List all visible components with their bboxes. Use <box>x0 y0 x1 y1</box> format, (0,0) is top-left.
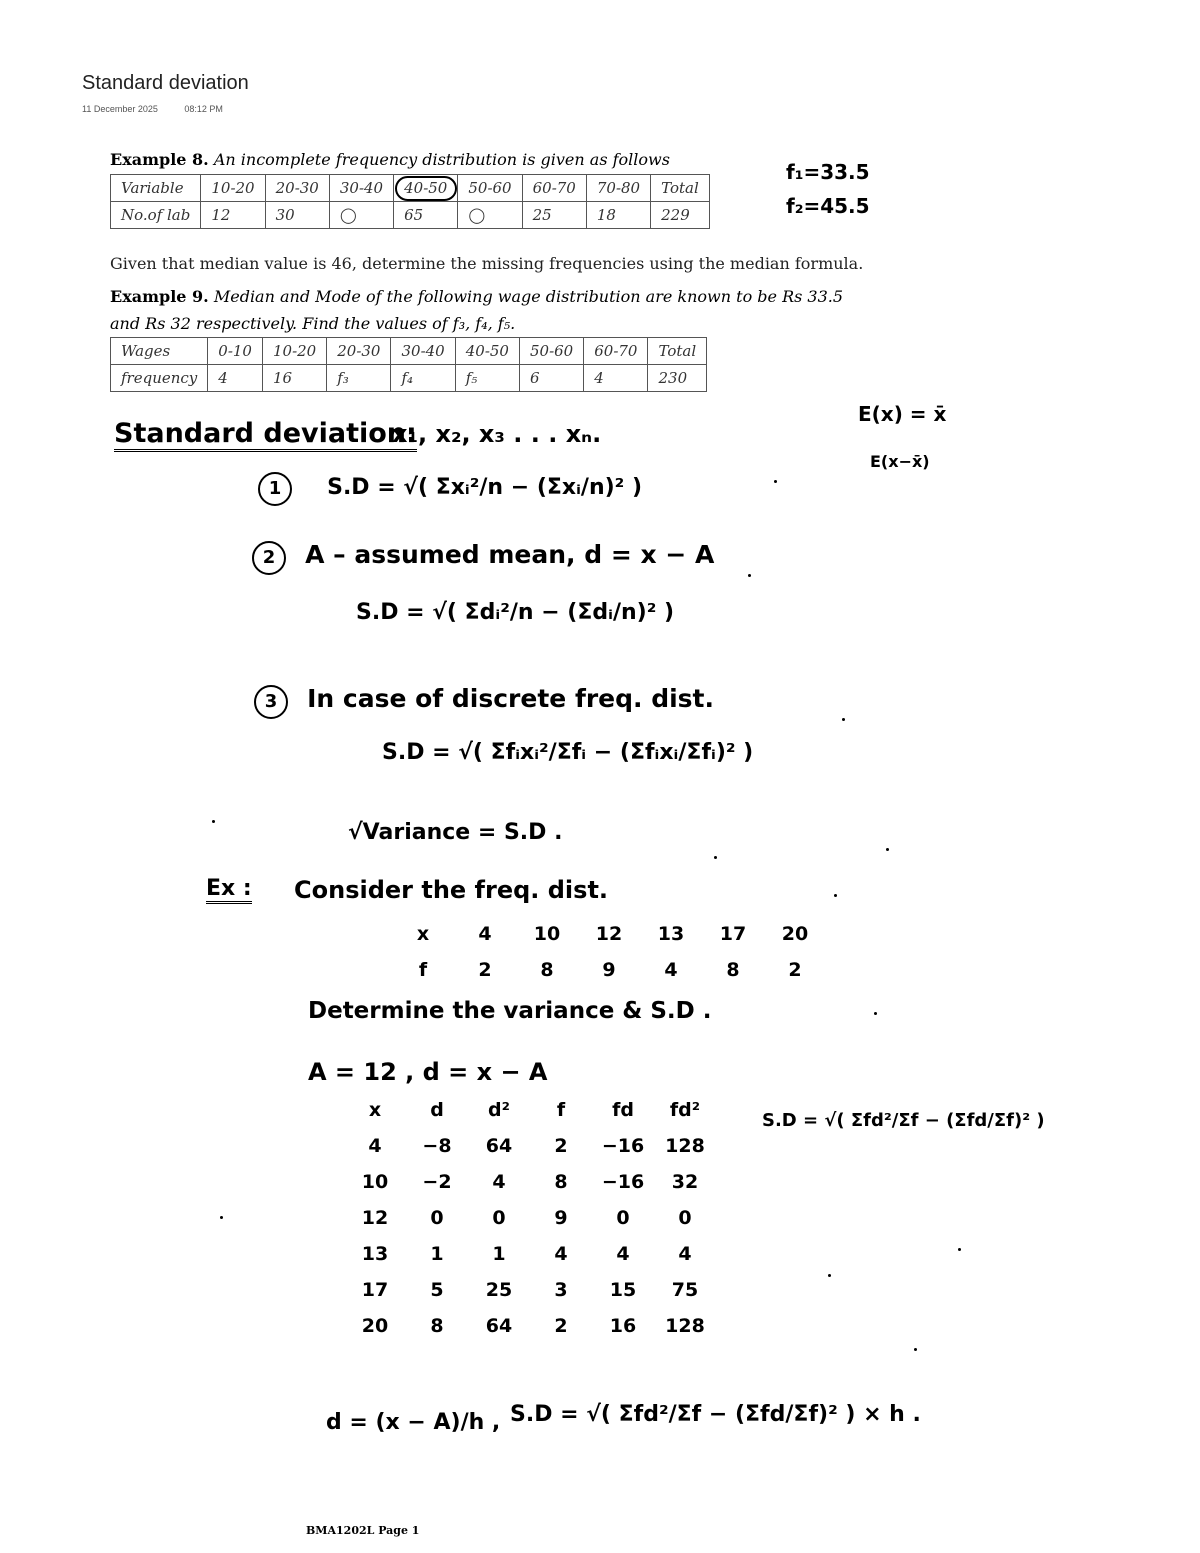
table-cell: 8 <box>430 1315 444 1337</box>
ex-calc-table <box>344 1092 716 1344</box>
table-cell: 12 <box>201 202 265 229</box>
example8-given: Given that median value is 46, determine the missing frequencies using the median formula. <box>110 254 864 273</box>
note-expectation-minus: E(x−x̄) <box>870 452 930 471</box>
table-cell: 4 <box>616 1243 630 1265</box>
side-formula: S.D = √( Σfd²/Σf − (Σfd/Σf)² ) <box>762 1110 1045 1131</box>
table-cell: ◯ <box>458 202 522 229</box>
pen-dot <box>874 1012 877 1015</box>
table-cell: Total <box>648 338 707 365</box>
table-cell: 1 <box>492 1243 506 1265</box>
table-cell: 4 <box>492 1171 506 1193</box>
example9-text-line2-wrap <box>110 314 515 333</box>
table-cell: 12 <box>361 1207 389 1229</box>
page-footer: BMA1202L Page 1 <box>306 1524 420 1537</box>
item2 <box>252 540 714 575</box>
pen-dot <box>834 894 837 897</box>
table-cell: No.of lab <box>111 202 201 229</box>
final-d: d = (x − A)/h , <box>326 1410 501 1435</box>
table-cell: 20-30 <box>265 175 329 202</box>
table-cell: 2 <box>554 1315 568 1337</box>
item3-formula: S.D = √( Σfᵢxᵢ²/Σfᵢ − (Σfᵢxᵢ/Σfᵢ)² ) <box>382 740 754 765</box>
table-cell: 13 <box>361 1243 389 1265</box>
table-cell: 10-20 <box>201 175 265 202</box>
table-cell: −16 <box>601 1171 645 1193</box>
table-cell: 18 <box>586 202 650 229</box>
page-title: Standard deviation <box>82 72 249 94</box>
table-cell: 40-50 <box>455 338 519 365</box>
page-meta <box>82 104 247 114</box>
table-cell: 50-60 <box>458 175 522 202</box>
table-cell: 4 <box>368 1135 382 1157</box>
table-cell: 70-80 <box>586 175 650 202</box>
calc-header-row <box>344 1092 716 1128</box>
pen-dot <box>220 1216 223 1219</box>
table-cell: 9 <box>554 1207 568 1229</box>
table-cell: x <box>416 923 430 945</box>
table-cell: f₄ <box>391 365 455 392</box>
pen-dot <box>828 1274 831 1277</box>
table-cell: 2 <box>788 959 802 981</box>
calc-row <box>344 1236 716 1272</box>
example8-heading <box>110 150 670 169</box>
calc-row <box>344 1272 716 1308</box>
table-cell: 128 <box>665 1135 705 1157</box>
table-cell: 10-20 <box>262 338 326 365</box>
example9-row-frequency <box>111 365 707 392</box>
pen-dot <box>774 480 777 483</box>
table-cell: 8 <box>540 959 554 981</box>
table-cell: 17 <box>361 1279 389 1301</box>
table-cell: 5 <box>430 1279 444 1301</box>
table-cell: 4 <box>554 1243 568 1265</box>
table-cell: −8 <box>422 1135 452 1157</box>
table-cell: −2 <box>422 1171 452 1193</box>
example8-row-variable <box>111 175 710 202</box>
table-header: d <box>430 1099 444 1121</box>
example8-row-frequency <box>111 202 710 229</box>
pen-dot <box>714 856 717 859</box>
table-cell: 20-30 <box>327 338 391 365</box>
table-cell: 2 <box>478 959 492 981</box>
example9-text-line2: and Rs 32 respectively. Find the values of f₃, f₄, f₅. <box>110 314 516 333</box>
table-cell: 8 <box>554 1171 568 1193</box>
table-cell: 2 <box>554 1135 568 1157</box>
table-cell: 65 <box>394 202 458 229</box>
table-cell: 0 <box>616 1207 630 1229</box>
table-cell: 230 <box>648 365 707 392</box>
pen-dot <box>886 848 889 851</box>
table-cell: 4 <box>678 1243 692 1265</box>
table-cell: 25 <box>485 1279 513 1301</box>
item3-text: In case of discrete freq. dist. <box>307 684 714 713</box>
table-cell: 8 <box>726 959 740 981</box>
table-cell: 0 <box>430 1207 444 1229</box>
table-cell: 64 <box>485 1315 513 1337</box>
item1 <box>258 472 642 506</box>
table-header: x <box>368 1099 382 1121</box>
table-cell: 17 <box>719 923 747 945</box>
table-cell: f₃ <box>327 365 391 392</box>
table-cell: 0 <box>492 1207 506 1229</box>
table-cell: 1 <box>430 1243 444 1265</box>
page-date: 11 December 2025 <box>82 104 158 114</box>
item2-text: A – assumed mean, d = x − A <box>305 540 715 569</box>
item1-number: 1 <box>258 472 292 506</box>
notes-sequence: x₁, x₂, x₃ . . . xₙ. <box>392 420 602 448</box>
table-header: fd <box>612 1099 634 1121</box>
table-cell: 229 <box>651 202 710 229</box>
table-cell: f₅ <box>455 365 519 392</box>
example9-label: Example 9. <box>110 287 209 306</box>
side-note-f2: f₂=45.5 <box>786 194 870 218</box>
table-cell: 6 <box>519 365 583 392</box>
table-cell: 30 <box>265 202 329 229</box>
pen-dot <box>748 574 751 577</box>
example8-label: Example 8. <box>110 150 209 169</box>
ex-assume: A = 12 , d = x − A <box>308 1058 548 1086</box>
table-cell: 4 <box>478 923 492 945</box>
pen-dot <box>958 1248 961 1251</box>
table-cell: 16 <box>609 1315 637 1337</box>
table-cell-circled: 40-50 <box>394 175 458 202</box>
table-cell: ◯ <box>329 202 393 229</box>
pen-dot <box>212 820 215 823</box>
calc-row <box>344 1128 716 1164</box>
item2-formula: S.D = √( Σdᵢ²/n − (Σdᵢ/n)² ) <box>356 600 675 625</box>
pen-dot <box>842 718 845 721</box>
example9-heading <box>110 287 843 306</box>
item1-formula: S.D = √( Σxᵢ²/n − (Σxᵢ/n)² ) <box>327 475 643 500</box>
table-cell: 60-70 <box>584 338 648 365</box>
ex-row-x <box>392 916 826 952</box>
ex-label: Ex : <box>206 876 252 904</box>
example9-row-wages <box>111 338 707 365</box>
item3 <box>254 684 714 719</box>
ex-task: Determine the variance & S.D . <box>308 998 712 1024</box>
table-cell: 16 <box>262 365 326 392</box>
notes-heading: Standard deviation: <box>114 418 417 452</box>
note-expectation: E(x) = x̄ <box>858 402 947 426</box>
table-cell: 10 <box>533 923 561 945</box>
table-cell: 32 <box>671 1171 699 1193</box>
table-cell: 30-40 <box>329 175 393 202</box>
ex-row-f <box>392 952 826 988</box>
table-cell: f <box>418 959 428 981</box>
table-cell: 64 <box>485 1135 513 1157</box>
item2-number: 2 <box>252 541 286 575</box>
table-cell: 30-40 <box>391 338 455 365</box>
ex-freq-table <box>392 916 826 988</box>
table-cell: −16 <box>601 1135 645 1157</box>
example9-table <box>110 337 707 392</box>
table-cell: 60-70 <box>522 175 586 202</box>
table-header: fd² <box>669 1099 701 1121</box>
table-cell: Variable <box>111 175 201 202</box>
pen-dot <box>914 1348 917 1351</box>
table-cell: 15 <box>609 1279 637 1301</box>
table-cell: 20 <box>361 1315 389 1337</box>
example9-text-line1: Median and Mode of the following wage distribution are known to be Rs 33.5 <box>213 287 844 306</box>
example8-text: An incomplete frequency distribution is given as follows <box>213 150 670 169</box>
table-cell: 10 <box>361 1171 389 1193</box>
table-cell: Wages <box>111 338 208 365</box>
table-cell: 75 <box>671 1279 699 1301</box>
table-cell: 13 <box>657 923 685 945</box>
calc-row <box>344 1200 716 1236</box>
calc-row <box>344 1164 716 1200</box>
table-header: d² <box>488 1099 510 1121</box>
final-formula: S.D = √( Σfd²/Σf − (Σfd/Σf)² ) × h . <box>510 1402 921 1427</box>
table-cell: 0 <box>678 1207 692 1229</box>
table-cell: 4 <box>208 365 263 392</box>
table-cell: 4 <box>584 365 648 392</box>
table-cell: 12 <box>595 923 623 945</box>
table-cell: 25 <box>522 202 586 229</box>
table-cell: 0-10 <box>208 338 263 365</box>
side-note-f1: f₁=33.5 <box>786 160 870 184</box>
table-cell: 4 <box>664 959 678 981</box>
table-cell: 9 <box>602 959 616 981</box>
page-time: 08:12 PM <box>184 104 223 114</box>
item3-number: 3 <box>254 685 288 719</box>
example8-table <box>110 174 710 229</box>
table-cell: 3 <box>554 1279 568 1301</box>
calc-row <box>344 1308 716 1344</box>
table-cell: 128 <box>665 1315 705 1337</box>
table-cell: 20 <box>781 923 809 945</box>
table-header: f <box>556 1099 566 1121</box>
variance-line: √Variance = S.D . <box>348 820 563 845</box>
ex-text: Consider the freq. dist. <box>294 876 609 904</box>
table-cell: frequency <box>111 365 208 392</box>
table-cell: 50-60 <box>519 338 583 365</box>
table-cell: Total <box>651 175 710 202</box>
